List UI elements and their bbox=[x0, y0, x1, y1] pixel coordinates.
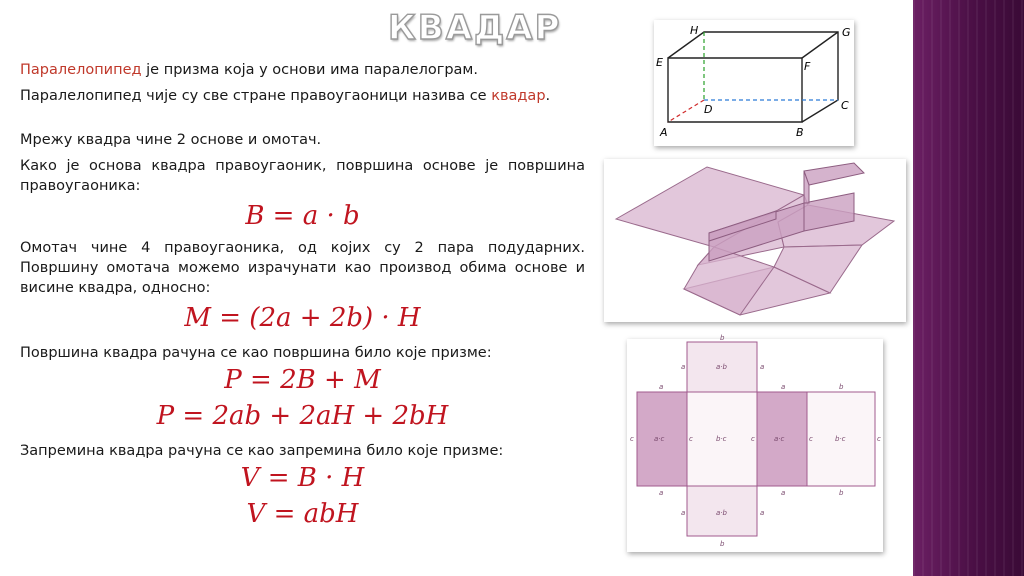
face-label-bc-far: b·c bbox=[835, 435, 846, 443]
edge-label-a-1: a bbox=[659, 383, 664, 391]
formula-base-area: B = a · b bbox=[245, 201, 360, 231]
edge-label-c-3: c bbox=[809, 435, 813, 443]
edge-label-c-left: c bbox=[630, 435, 634, 443]
paragraph-net: Мрежу квадра чине 2 основе и омотач. bbox=[20, 132, 322, 148]
formula-volume-2: V = abH bbox=[246, 499, 359, 529]
vertex-b: B bbox=[796, 126, 804, 139]
edge-label-a-bottom-left: a bbox=[681, 509, 686, 517]
formula-surface-1: P = 2B + M bbox=[224, 365, 381, 395]
formula-surface-2: P = 2ab + 2aH + 2bH bbox=[156, 401, 449, 431]
edge-label-b-bottom: b bbox=[720, 540, 725, 548]
net-unfolding-diagram bbox=[604, 159, 906, 322]
paragraph-definition bbox=[20, 60, 585, 80]
term-kvadar: квадар bbox=[491, 88, 546, 104]
edge-label-b-1: b bbox=[839, 383, 844, 391]
paragraph-surface: Површина квадра рачуна се као површина било које призме: bbox=[20, 345, 492, 361]
decorative-side-band bbox=[913, 0, 1024, 576]
edge-label-c-2: c bbox=[751, 435, 755, 443]
definition-text: је призма која у основи има паралелограм. bbox=[141, 62, 478, 78]
edge-label-c-right: c bbox=[877, 435, 881, 443]
edge-label-a-top-left: a bbox=[681, 363, 686, 371]
vertex-e: E bbox=[656, 56, 663, 69]
face-label-ac-right: a·c bbox=[774, 435, 785, 443]
vertex-a: A bbox=[660, 126, 668, 139]
cuboid-text: Паралелопипед чије су све стране правоугаоници назива се bbox=[20, 88, 492, 104]
paragraph-base-area: Како је основа квадра правоугаоник, површина основе је површина правоугаоника: bbox=[20, 158, 585, 194]
paragraph-cuboid bbox=[20, 86, 585, 106]
term-paralelopiped: Паралелопипед bbox=[20, 62, 142, 78]
cuboid-figure bbox=[654, 20, 854, 146]
vertex-g: G bbox=[842, 26, 851, 39]
edge-label-a-bottom-right: a bbox=[760, 509, 765, 517]
cuboid-hidden-edge-da bbox=[668, 100, 704, 122]
vertex-c: C bbox=[841, 99, 849, 112]
cuboid-front-face bbox=[668, 58, 802, 122]
face-label-ab-bottom: a·b bbox=[716, 509, 727, 517]
edge-label-c-1: c bbox=[689, 435, 693, 443]
formula-lateral-area: M = (2a + 2b) · H bbox=[184, 303, 421, 333]
box-lid-flap bbox=[804, 163, 864, 185]
edge-label-a-3: a bbox=[659, 489, 664, 497]
formula-volume-1: V = B · H bbox=[240, 463, 365, 493]
net-flat-diagram bbox=[627, 334, 883, 552]
vertex-f: F bbox=[804, 60, 811, 73]
face-label-ab-top: a·b bbox=[716, 363, 727, 371]
paragraph-lateral: Омотач чине 4 правоугаоника, од којих су 2 пара подударних. Површину омотача можемо израчунати као производ обима основе и висине квадра, односно: bbox=[20, 240, 585, 296]
edge-label-a-4: a bbox=[781, 489, 786, 497]
slide-title: КВАДАР bbox=[388, 8, 562, 48]
edge-label-a-top-right: a bbox=[760, 363, 765, 371]
net-unfolding-figure bbox=[604, 159, 906, 322]
cuboid-text-end: . bbox=[545, 88, 551, 104]
vertex-h: H bbox=[690, 24, 699, 37]
cuboid-diagram bbox=[654, 20, 854, 146]
vertex-d: D bbox=[704, 103, 713, 116]
cuboid-back-edges bbox=[668, 32, 838, 122]
edge-label-b-2: b bbox=[839, 489, 844, 497]
edge-label-b-top: b bbox=[720, 334, 725, 342]
face-label-bc-center: b·c bbox=[716, 435, 727, 443]
face-label-ac-left: a·c bbox=[654, 435, 665, 443]
paragraph-volume: Запремина квадра рачуна се као запремина било које призме: bbox=[20, 443, 504, 459]
edge-label-a-2: a bbox=[781, 383, 786, 391]
cuboid-edge-fg bbox=[802, 32, 838, 58]
net-flat-figure bbox=[627, 334, 883, 552]
